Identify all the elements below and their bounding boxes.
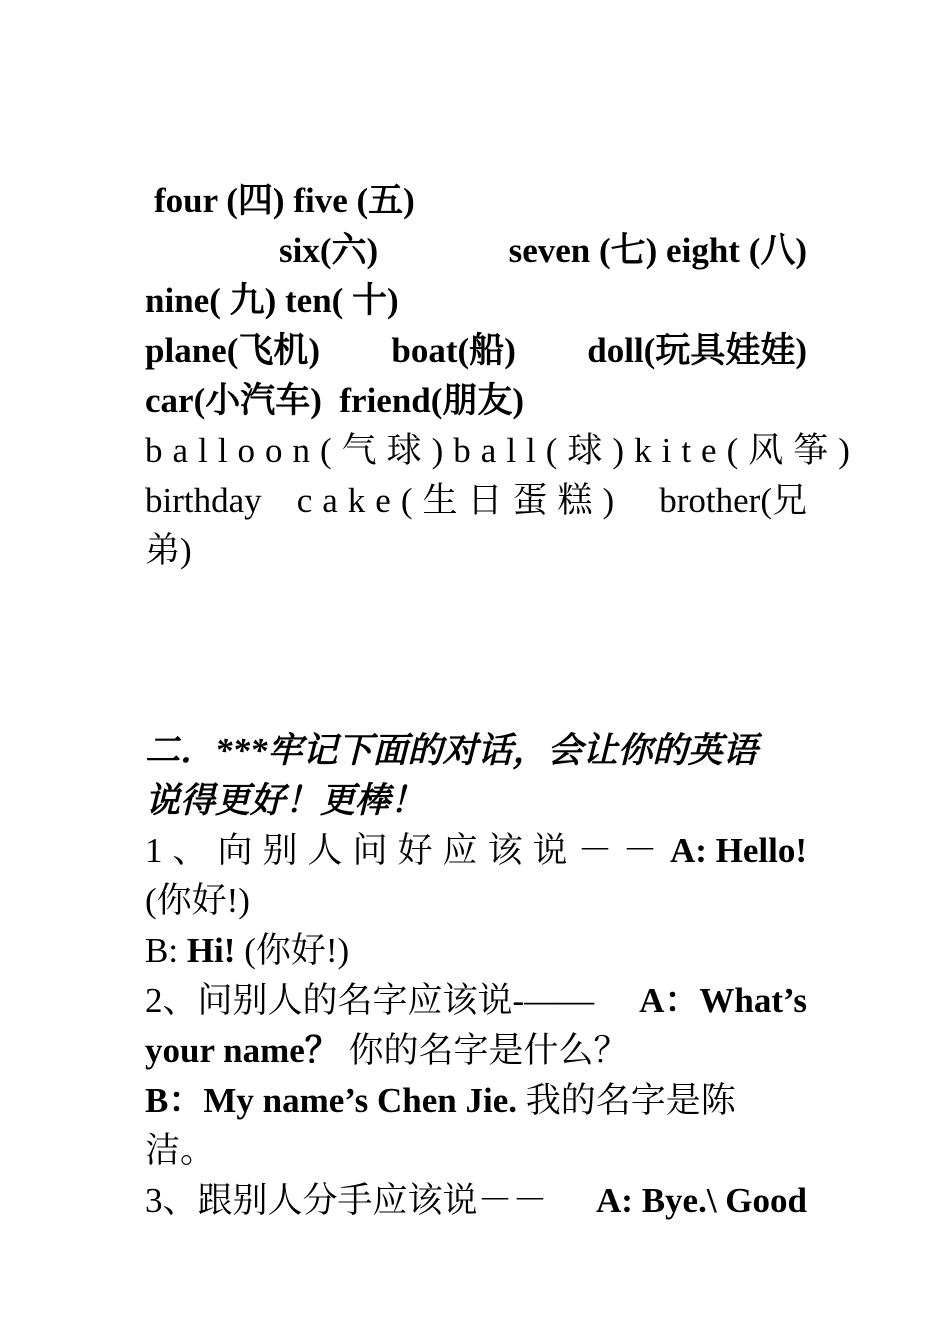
vocab-text: boat(船) bbox=[391, 331, 516, 370]
vocab-line-balloon-ball-kite bbox=[145, 426, 860, 476]
vocab-text: balloon(气球) bbox=[145, 431, 454, 470]
vocab-line-numbers-six-eight bbox=[145, 226, 807, 276]
vocab-text: cake(生日蛋糕) bbox=[296, 481, 625, 520]
section-heading bbox=[145, 726, 807, 776]
vocab-line-birthday-brother bbox=[145, 476, 807, 526]
vocab-text: six(六) bbox=[279, 231, 379, 270]
dialogue-item-1 bbox=[145, 826, 807, 876]
vocab-text: nine( 九) ten( 十) bbox=[145, 281, 399, 320]
vocab-line-numbers-four-five bbox=[145, 176, 807, 226]
dialogue-english: A：What’s bbox=[639, 981, 807, 1020]
dialogue-translation: 你的名字是什么？ bbox=[339, 1031, 629, 1070]
vocab-text: birthday bbox=[145, 481, 262, 520]
dialogue-speaker: B: bbox=[145, 931, 187, 970]
dialogue-translation: (你好!) bbox=[235, 931, 350, 970]
vocab-text: kite(风筝) bbox=[634, 431, 860, 470]
dialogue-instruction: 1、向别人问好应该说－－ bbox=[145, 831, 668, 870]
vocab-text: 弟) bbox=[145, 531, 192, 570]
vocab-text: ball(球) bbox=[453, 431, 635, 470]
dialogue-english: A: Hello! bbox=[669, 831, 807, 870]
vocab-line-numbers-nine-ten bbox=[145, 276, 807, 326]
dialogue-item-1-reply bbox=[145, 926, 807, 976]
dialogue-item-2-continued bbox=[145, 1026, 807, 1076]
dialogue-english: Hi! bbox=[186, 931, 236, 970]
vocab-text: plane(飞机) bbox=[145, 331, 321, 370]
vocab-line-car-friend bbox=[145, 376, 807, 426]
dialogue-translation: 我的名字是陈 bbox=[517, 1081, 736, 1120]
vocab-text: seven (七) eight (八) bbox=[508, 231, 807, 270]
dialogue-translation: 洁。 bbox=[145, 1131, 216, 1170]
section-heading-text: 说得更好！更棒！ bbox=[145, 781, 426, 820]
vocab-line-toys bbox=[145, 326, 807, 376]
vocab-text: four (四) five (五) bbox=[154, 181, 415, 220]
vocab-line-brother-end bbox=[145, 526, 807, 576]
section-heading-text: 二．***牢记下面的对话，会让你的英语 bbox=[145, 731, 758, 770]
dialogue-item-1-translation bbox=[145, 876, 807, 926]
vocab-text: doll(玩具娃娃) bbox=[587, 331, 807, 370]
dialogue-item-3 bbox=[145, 1176, 807, 1226]
dialogue-english: B：My name’s Chen Jie. bbox=[145, 1081, 518, 1120]
dialogue-item-2-reply bbox=[145, 1076, 807, 1126]
dialogue-instruction: 2、问别人的名字应该说-—— bbox=[145, 981, 595, 1020]
dialogue-translation: (你好!) bbox=[145, 881, 250, 920]
dialogue-item-2-reply-continued bbox=[145, 1126, 807, 1176]
vocab-text: car(小汽车) friend(朋友) bbox=[145, 381, 525, 420]
dialogue-english: A: Bye.\ Good bbox=[596, 1181, 807, 1220]
dialogue-english: your name？ bbox=[145, 1031, 340, 1070]
dialogue-instruction: 3、跟别人分手应该说－－ bbox=[145, 1181, 548, 1220]
dialogue-item-2 bbox=[145, 976, 807, 1026]
section-spacer bbox=[145, 576, 807, 726]
section-heading-continued bbox=[145, 776, 807, 826]
document-page bbox=[145, 176, 860, 1226]
vocab-text: brother(兄 bbox=[659, 481, 807, 520]
